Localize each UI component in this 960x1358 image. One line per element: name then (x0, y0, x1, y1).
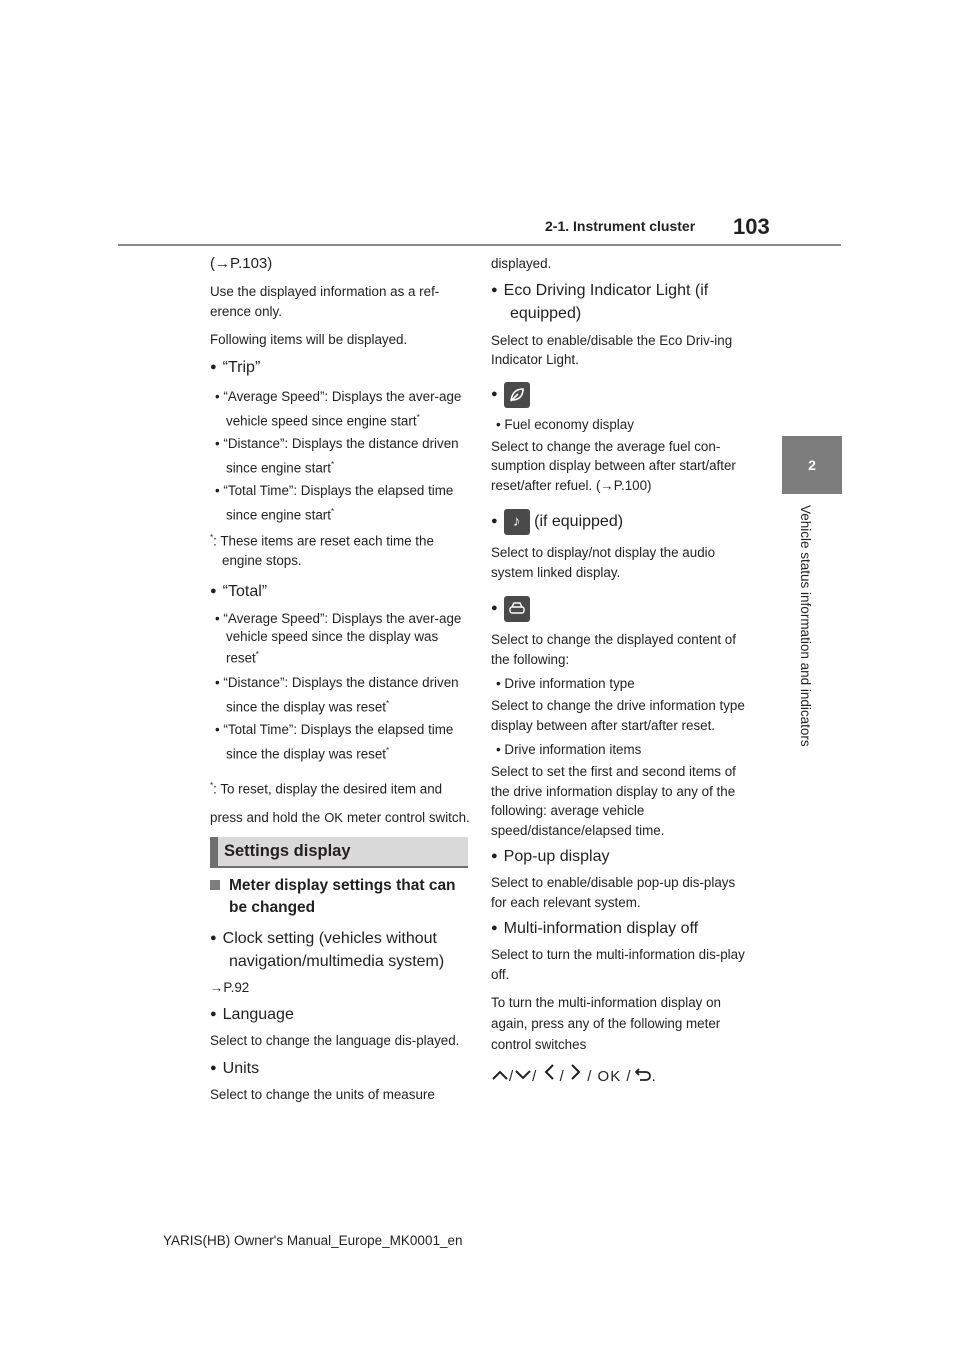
language-description: Select to change the language dis-played. (210, 1032, 460, 1048)
clock-reference: →P.92 (210, 980, 250, 995)
section-title: 2-1. Instrument cluster (545, 218, 696, 234)
total-note: *: To reset, display the desired item and press and hold the OK meter control switch. (210, 780, 470, 826)
up-chevron-icon (491, 1068, 509, 1085)
bullet-mid-off: ● Multi-information display off (491, 918, 749, 941)
total-item-2: • “Distance”: Displays the distance driven since the display was reset* (215, 674, 459, 715)
total-item-1: • “Average Speed”: Displays the aver-age vehicle speed since the display was reset* (215, 611, 462, 666)
right-column (491, 254, 749, 1085)
bullet-total: ● “Total” (210, 581, 470, 604)
trip-item-3: • “Total Time”: Displays the elapsed time since engine start* (215, 483, 454, 523)
displayed-continuation: displayed. (491, 256, 552, 271)
settings-display-heading: Settings display (210, 837, 468, 867)
bullet-units: ● Units (210, 1058, 470, 1081)
left-column-lower (210, 875, 470, 1105)
page-reference: (→P.103) (210, 255, 273, 272)
turn-on-description: To turn the multi-information display on again, press any of the following meter control switches (491, 995, 721, 1052)
left-column (210, 255, 470, 832)
bullet-popup: ● Pop-up display (491, 846, 749, 869)
chapter-tab-label: Vehicle status information and indicators (798, 505, 813, 747)
music-note-icon: ♪ (504, 509, 530, 535)
bullet-drive-info (491, 596, 749, 622)
ok-icon: OK (324, 810, 343, 826)
page-number: 103 (733, 214, 770, 239)
audio-description: Select to display/not display the audio system linked display. (491, 545, 716, 580)
drive-description: Select to change the displayed content of the following: (491, 632, 736, 667)
header-rule (118, 244, 841, 246)
trip-note: *: These items are reset each time the engine stops. (210, 532, 434, 569)
drive-items-description: Select to set the first and second items of the drive information display to any of the following: average vehicle speed/distance/elapsed time. (491, 764, 736, 838)
paragraph-following: Following items will be displayed. (210, 332, 408, 347)
popup-description: Select to enable/disable pop-up dis-plays for each relevant system. (491, 875, 736, 910)
fuel-economy-item: • Fuel economy display (496, 416, 634, 432)
fuel-description: Select to change the average fuel con-sumption display between after start/after reset/after refuel. (→P.100) (491, 438, 736, 493)
units-description: Select to change the units of measure (210, 1087, 435, 1102)
ok-icon: OK (597, 1068, 622, 1085)
drive-type-description: Select to change the drive information type display between after start/after reset. (491, 698, 745, 733)
car-info-icon (504, 596, 530, 622)
trip-item-2: • “Distance”: Displays the distance driven since engine start* (215, 435, 459, 476)
chapter-tab: 2 (782, 436, 842, 494)
bullet-audio: ● ♪ (if equipped) (491, 509, 749, 535)
bullet-language: ● Language (210, 1004, 470, 1027)
heading-rule (210, 866, 468, 868)
down-chevron-icon (514, 1068, 532, 1085)
paragraph-use: Use the displayed information as a ref-erence only. (210, 284, 440, 319)
leaf-icon (504, 382, 530, 408)
bullet-eco-indicator: ● Eco Driving Indicator Light (if equipped) (491, 280, 749, 325)
drive-items-item: • Drive information items (496, 742, 642, 757)
bullet-clock: ● Clock setting (vehicles without navigation/multimedia system) (210, 928, 470, 973)
drive-type-item: • Drive information type (496, 676, 635, 691)
meter-settings-heading: Meter display settings that can be changed (210, 875, 470, 919)
trip-item-1: • “Average Speed”: Displays the aver-age vehicle speed since engine start* (215, 388, 462, 428)
right-chevron-icon (570, 1068, 582, 1085)
bullet-trip: ● “Trip” (210, 357, 470, 380)
meter-switches-row: / / / / OK / . (491, 1063, 749, 1085)
mid-off-description: Select to turn the multi-information dis-play off. (491, 947, 745, 982)
back-arrow-icon (632, 1068, 652, 1085)
total-item-3: • “Total Time”: Displays the elapsed time since the display was reset* (215, 722, 454, 762)
bullet-fuel-icon (491, 382, 749, 408)
left-chevron-icon (543, 1068, 555, 1085)
footer-manual-id: YARIS(HB) Owner's Manual_Europe_MK0001_en (163, 1233, 463, 1248)
eco-description: Select to enable/disable the Eco Driv-ing Indicator Light. (491, 332, 733, 367)
